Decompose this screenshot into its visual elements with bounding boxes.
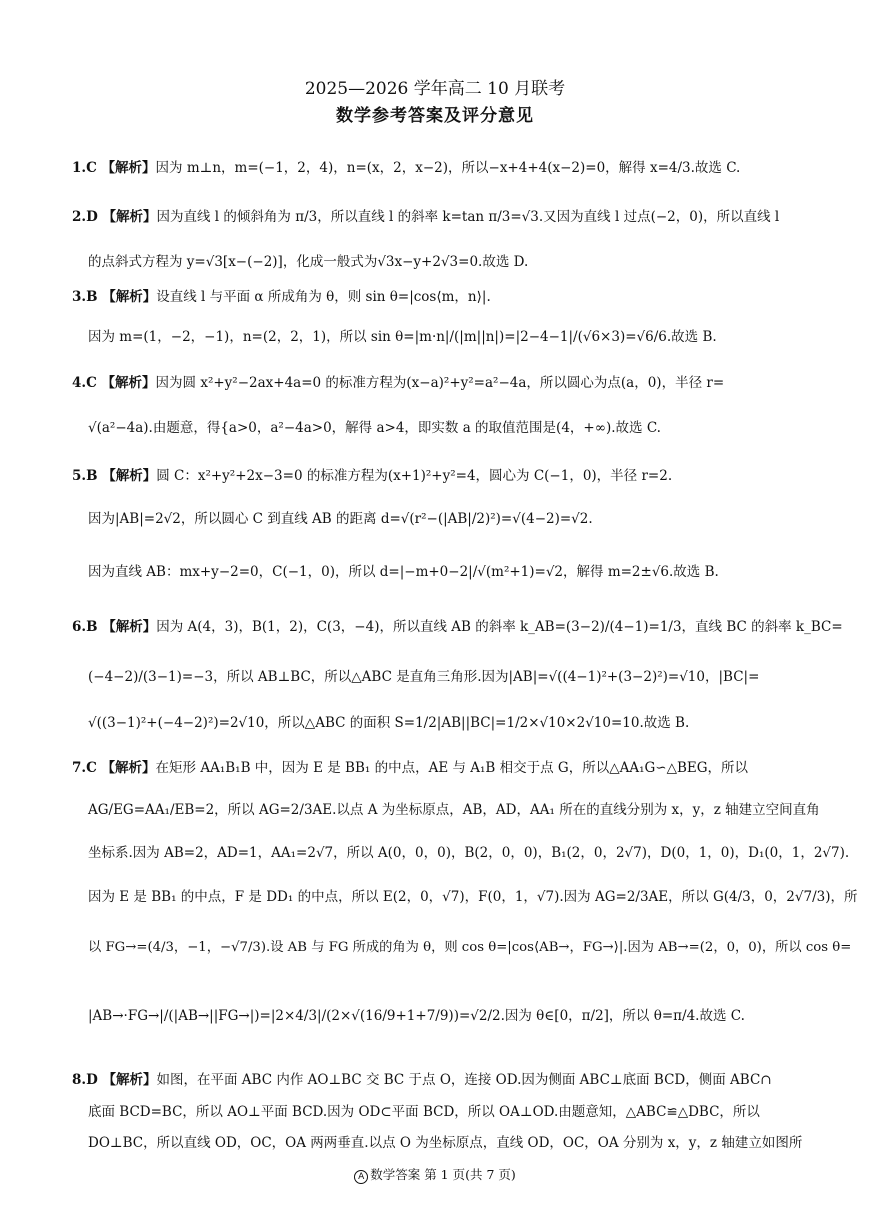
- answer-line: 底面 BCD=BC，所以 AO⊥平面 BCD.因为 OD⊂平面 BCD，所以 OA⊥OD.由题意知，△ABC≌△DBC，所以: [88, 1104, 760, 1120]
- answer-line: 2.D 【解析】因为直线 l 的倾斜角为 π/3，所以直线 l 的斜率 k=tan π/3=√3.又因为直线 l 过点(−2，0)，所以直线 l: [72, 209, 780, 225]
- page-title: 2025—2026 学年高二 10 月联考: [304, 79, 566, 99]
- page-footer: [0, 1165, 870, 1184]
- answer-line: 5.B 【解析】圆 C：x²+y²+2x−3=0 的标准方程为(x+1)²+y²=4，圆心为 C(−1，0)，半径 r=2.: [72, 468, 673, 484]
- answer-line: 7.C 【解析】在矩形 AA₁B₁B 中，因为 E 是 BB₁ 的中点，AE 与 A₁B 相交于点 G，所以△AA₁G∽△BEG，所以: [72, 760, 749, 776]
- answer-line: 1.C 【解析】因为 m⊥n，m=(−1，2，4)，n=(x，2，x−2)，所以−x+4+4(x−2)=0，解得 x=4/3.故选 C.: [72, 160, 741, 176]
- answer-line: 6.B 【解析】因为 A(4，3)，B(1，2)，C(3，−4)，所以直线 AB 的斜率 k_AB=(3−2)/(4−1)=1/3，直线 BC 的斜率 k_BC=: [72, 619, 843, 635]
- answer-line: 因为直线 AB：mx+y−2=0，C(−1，0)，所以 d=|−m+0−2|/√(m²+1)=√2，解得 m=2±√6.故选 B.: [88, 564, 719, 580]
- page-subtitle: 数学参考答案及评分意见: [336, 106, 534, 126]
- answer-line: 3.B 【解析】设直线 l 与平面 α 所成角为 θ，则 sin θ=|cos⟨m，n⟩|.: [72, 289, 491, 305]
- answer-line: |AB→·FG→|/(|AB→||FG→|)=|2×4/3|/(2×√(16/9+1+7/9))=√2/2.因为 θ∈[0，π/2]，所以 θ=π/4.故选 C.: [88, 1008, 745, 1024]
- answer-line: 坐标系.因为 AB=2，AD=1，AA₁=2√7，所以 A(0，0，0)，B(2，0，0)，B₁(2，0，2√7)，D(0，1，0)，D₁(0，1，2√7).: [88, 845, 850, 861]
- answer-line: 的点斜式方程为 y=√3[x−(−2)]，化成一般式为√3x−y+2√3=0.故选 D.: [88, 254, 529, 270]
- answer-line: 因为 m=(1，−2，−1)，n=(2，2，1)，所以 sin θ=|m·n|/(|m||n|)=|2−4−1|/(√6×3)=√6/6.故选 B.: [88, 329, 717, 345]
- answer-line: 以 FG→=(4/3，−1，−√7/3).设 AB 与 FG 所成的角为 θ，则 cos θ=|cos⟨AB→，FG→⟩|.因为 AB→=(2，0，0)，所以 cos θ=: [88, 940, 852, 955]
- answer-line: √((3−1)²+(−4−2)²)=2√10，所以△ABC 的面积 S=1/2|AB||BC|=1/2×√10×2√10=10.故选 B.: [88, 715, 690, 731]
- answer-line: AG/EG=AA₁/EB=2，所以 AG=2/3AE.以点 A 为坐标原点，AB，AD，AA₁ 所在的直线分别为 x，y，z 轴建立空间直角: [88, 802, 820, 818]
- answer-line: 8.D 【解析】如图，在平面 ABC 内作 AO⊥BC 交 BC 于点 O，连接 OD.因为侧面 ABC⊥底面 BCD，侧面 ABC∩: [72, 1072, 772, 1088]
- answer-line: DO⊥BC，所以直线 OD，OC，OA 两两垂直.以点 O 为坐标原点，直线 OD，OC，OA 分别为 x，y，z 轴建立如图所: [88, 1135, 803, 1151]
- answer-line: (−4−2)/(3−1)=−3，所以 AB⊥BC，所以△ABC 是直角三角形.因为|AB|=√((4−1)²+(3−2)²)=√10，|BC|=: [88, 669, 760, 685]
- answer-line: 因为|AB|=2√2，所以圆心 C 到直线 AB 的距离 d=√(r²−(|AB|/2)²)=√(4−2)=√2.: [88, 511, 593, 527]
- answer-line: 因为 E 是 BB₁ 的中点，F 是 DD₁ 的中点，所以 E(2，0，√7)，F(0，1，√7).因为 AG=2/3AE，所以 G(4/3，0，2√7/3)，所: [88, 889, 858, 905]
- answer-line: √(a²−4a).由题意，得{a>0，a²−4a>0，解得 a>4，即实数 a 的取值范围是(4，+∞).故选 C.: [88, 420, 661, 436]
- edition-mark: A: [354, 1170, 368, 1184]
- answer-line: 4.C 【解析】因为圆 x²+y²−2ax+4a=0 的标准方程为(x−a)²+y²=a²−4a，所以圆心为点(a，0)，半径 r=: [72, 375, 725, 391]
- footer-text: 数学答案 第 1 页(共 7 页): [370, 1167, 516, 1182]
